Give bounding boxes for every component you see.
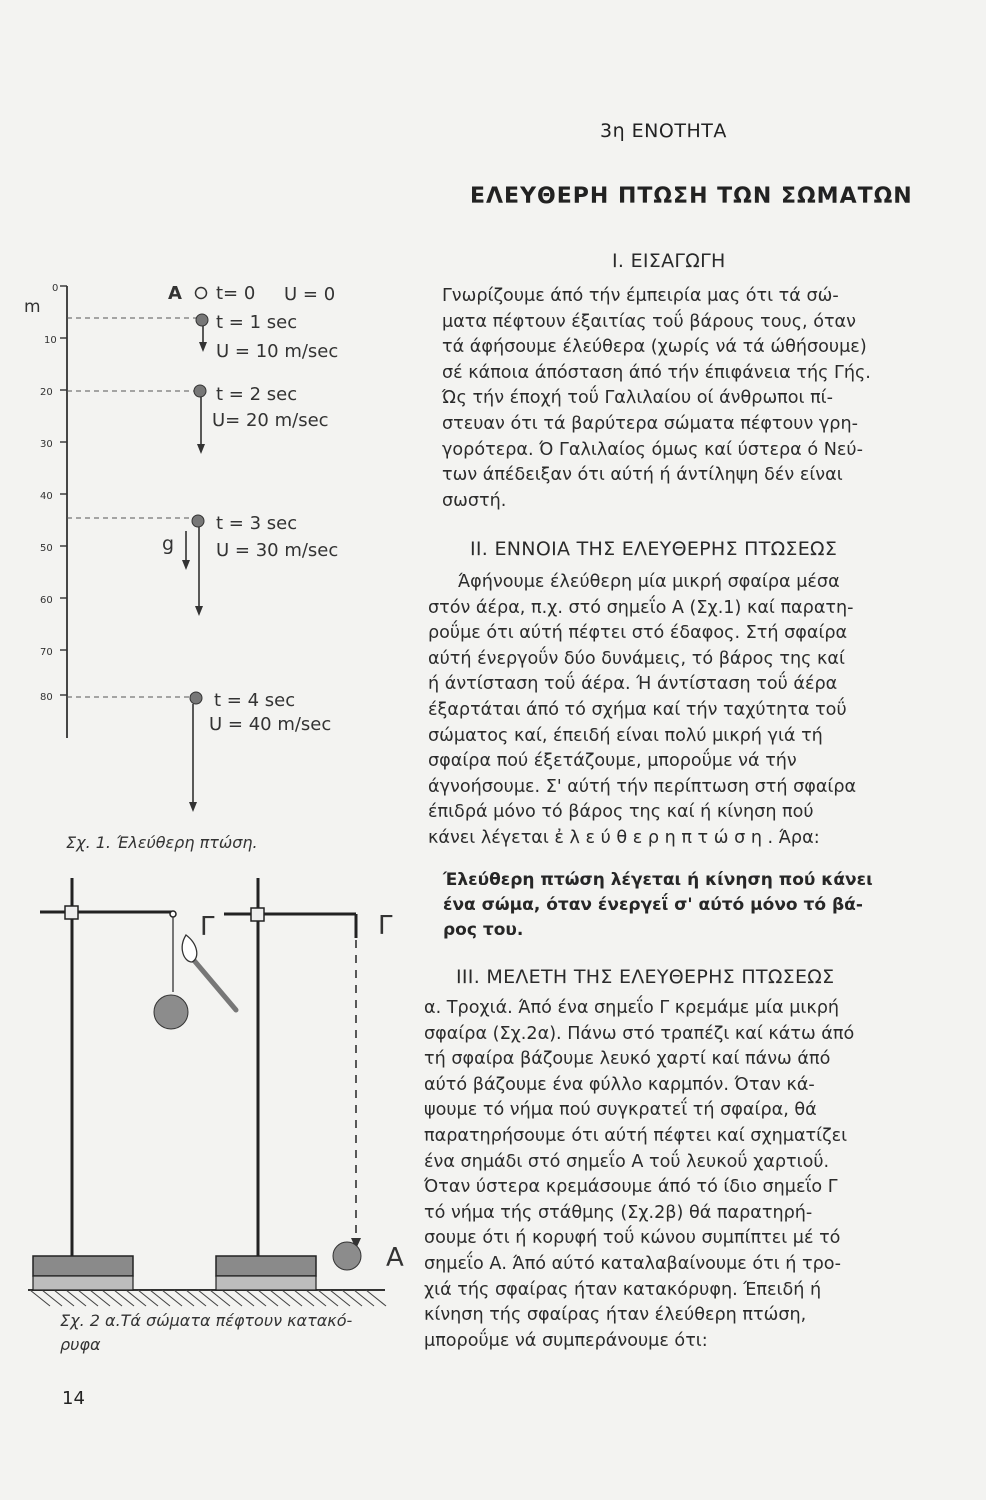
section-3-heading: ΙΙΙ. ΜΕΛΕΤΗ ΤΗΣ ΕΛΕΥΘΕΡΗΣ ΠΤΩΣΕΩΣ — [456, 966, 835, 988]
text-line: ψουμε τό νήμα πού συγκρατεΐ τή σφαίρα, θά — [424, 1100, 817, 1121]
tick-label: 70 — [40, 647, 53, 658]
text-line: ένα σημάδι στό σημεΐο Α τοΰ λευκοΰ χαρτιοΰ. — [424, 1151, 830, 1172]
figure-1-caption: Σχ. 1. Έλεύθερη πτώση. — [66, 833, 258, 852]
ball-t1 — [196, 314, 208, 326]
text-line: Γνωρίζουμε άπό τήν έμπειρία μας ότι τά σώ- — [442, 286, 839, 306]
flame-icon — [182, 935, 197, 962]
text-line: κίνηση τής σφαίρας ήταν έλεύθερη πτώση, — [424, 1305, 807, 1326]
text-line: μποροΰμε νά συμπεράνουμε ότι: — [424, 1330, 708, 1351]
figure-2-caption-line-2: ρυφα — [60, 1335, 101, 1354]
stand-1-base — [33, 1256, 133, 1276]
definition-line: Έλεύθερη πτώση λέγεται ή κίνηση πού κάνει — [443, 870, 873, 890]
ball-t0 — [196, 288, 207, 299]
text-line: αύτό βάζουμε ένα φύλλο καρμπόν. Όταν κά- — [424, 1074, 815, 1095]
text-line: σώματος καί, έπειδή είναι πολύ μικρή γιά τή — [428, 725, 823, 746]
tick-label: 50 — [40, 543, 53, 554]
text-line: σέ κάποια άπόσταση άπό τήν έπιφάνεια τής Γής. — [442, 362, 871, 383]
text-line: σφαίρα (Σχ.2α). Πάνω στό τραπέζι καί κάτω άπό — [424, 1023, 855, 1044]
text-line: σημεΐο Α. Άπό αύτό καταλαβαίνουμε ότι ή τρο- — [424, 1253, 841, 1274]
state-t1-velocity: U = 10 m/sec — [216, 341, 339, 362]
text-line: σωστή. — [442, 490, 507, 511]
scale-ticks — [60, 286, 67, 695]
tick-label: 40 — [40, 491, 53, 502]
stand-2-base-lower — [216, 1276, 316, 1290]
gamma-label-2: Γ — [378, 911, 393, 941]
gravity-label: g — [162, 533, 175, 555]
state-t3-time: t = 3 sec — [216, 513, 298, 534]
state-t2-time: t = 2 sec — [216, 384, 298, 405]
ball-t4 — [190, 692, 202, 704]
text-line: Όταν ύστερα κρεμάσουμε άπό τό ίδιο σημεΐο Γ — [424, 1177, 838, 1198]
text-line: των άπέδειξαν ότι αύτή ή άντίληψη δέν είναι — [442, 465, 843, 486]
tick-label: 10 — [44, 335, 57, 346]
arrowhead — [182, 560, 190, 570]
state-t3-velocity: U = 30 m/sec — [216, 540, 339, 561]
tick-label: 30 — [40, 439, 53, 450]
figure-2-caption-line-1: Σχ. 2 α.Τά σώματα πέφτουν κατακό- — [60, 1311, 353, 1330]
point-a-label-fig2: Α — [386, 1243, 404, 1273]
text-line: έπιδρά μόνο τό βάρος της καί ή κίνηση πού — [428, 802, 814, 823]
arrowhead — [195, 606, 203, 616]
text-line: σφαίρα πού έξετάζουμε, μποροΰμε νά τήν — [428, 751, 797, 772]
text-line: παρατηρήσουμε ότι αύτή πέφτει καί σχηματίζει — [424, 1125, 848, 1146]
text-line: ή άντίσταση τοΰ άέρα. Ή άντίσταση τοΰ άέρα — [428, 674, 838, 695]
text-line: άγνοήσουμε. Σ' αύτή τήν περίπτωση στή σφαίρα — [428, 776, 857, 797]
state-t4-velocity: U = 40 m/sec — [209, 714, 332, 735]
tick-label: 0 — [52, 283, 59, 294]
point-a-label: Α — [168, 283, 182, 304]
figure-2 — [28, 878, 404, 1354]
gamma-label-1: Γ — [200, 912, 215, 942]
hanging-ball — [154, 995, 188, 1029]
ball-t2 — [194, 385, 206, 397]
text-line: στευαν ότι τά βαρύτερα σώματα πέφτουν γρη- — [442, 413, 858, 434]
gamma-point-1 — [170, 911, 176, 917]
tick-label: 60 — [40, 595, 53, 606]
state-t0-time: t= 0 — [216, 283, 256, 304]
stand-1-clamp — [65, 906, 78, 919]
text-line: Άφήνουμε έλεύθερη μία μικρή σφαίρα μέσα — [458, 572, 840, 592]
text-line: α. Τροχιά. Άπό ένα σημεΐο Γ κρεμάμε μία μικρή — [424, 998, 840, 1018]
page-title: ΕΛΕΥΘΕΡΗ ΠΤΩΣΗ ΤΩΝ ΣΩΜΑΤΩΝ — [470, 184, 913, 209]
arrowhead — [197, 444, 205, 454]
text-line: έξαρτάται άπό τό σχήμα καί τήν ταχύτητα τοΰ — [428, 699, 847, 720]
text-line: τή σφαίρα βάζουμε λευκό χαρτί καί πάνω άπό — [424, 1049, 831, 1070]
tick-label: 20 — [40, 387, 53, 398]
text-line: τά άφήσουμε έλεύθερα (χωρίς νά τά ώθήσουμε) — [442, 337, 867, 358]
stand-2-clamp — [251, 908, 264, 921]
arrowhead — [189, 802, 197, 812]
text-line: τό νήμα τής στάθμης (Σχ.2β) θά παρατηρή- — [424, 1202, 813, 1223]
text-line: ροΰμε ότι αύτή πέφτει στό έδαφος. Στή σφαίρα — [428, 623, 848, 644]
tick-label: 80 — [40, 692, 53, 703]
text-line: Ώς τήν έποχή τοΰ Γαλιλαίου οί άνθρωποι πί- — [442, 388, 833, 409]
state-t1-time: t = 1 sec — [216, 312, 298, 333]
match-icon — [192, 958, 236, 1010]
page-number: 14 — [62, 1388, 85, 1409]
axis-unit: m — [24, 297, 41, 317]
section-1-heading: Ι. ΕΙΣΑΓΩΓΗ — [612, 250, 726, 272]
state-t2-velocity: U= 20 m/sec — [212, 410, 329, 431]
section-2-heading: ΙΙ. ΕΝΝΟΙΑ ΤΗΣ ΕΛΕΥΘΕΡΗΣ ΠΤΩΣΕΩΣ — [470, 538, 838, 560]
definition-line: ρος του. — [443, 920, 524, 940]
stand-2-base — [216, 1256, 316, 1276]
ground-hatching — [30, 1290, 386, 1306]
text-line: αύτή ένεργοΰν δύο δυνάμεις, τό βάρος της καί — [428, 648, 845, 669]
text-line: στόν άέρα, π.χ. στό σημεΐο Α (Σχ.1) καί παρατη- — [428, 597, 854, 618]
arrowhead — [199, 342, 207, 352]
stand-1-base-lower — [33, 1276, 133, 1290]
state-t0-velocity: U = 0 — [284, 284, 336, 305]
definition-line: ένα σώμα, όταν ένεργεΐ σ' αύτό μόνο τό βά- — [443, 895, 863, 915]
chapter-label: 3η ΕΝΟΤΗΤΑ — [600, 120, 727, 142]
text-line: κάνει λέγεται ἐ λ ε ύ θ ε ρ η π τ ώ σ η . Άρα: — [428, 827, 820, 848]
text-line: ματα πέφτουν έξαιτίας τοΰ βάρους τους, όταν — [442, 311, 856, 332]
fallen-ball — [333, 1242, 361, 1270]
text-line: γορότερα. Ό Γαλιλαίος όμως καί ύστερα ό Νεύ- — [442, 439, 863, 460]
state-t4-time: t = 4 sec — [214, 690, 296, 711]
scale-tick-labels — [40, 283, 58, 703]
text-line: χιά τής σφαίρας ήταν κατακόρυφη. Έπειδή ή — [424, 1279, 822, 1300]
text-line: σουμε ότι ή κορυφή τοΰ κώνου συμπίπτει μέ τό — [424, 1228, 841, 1249]
figure-1 — [24, 283, 338, 852]
ball-t3 — [192, 515, 204, 527]
